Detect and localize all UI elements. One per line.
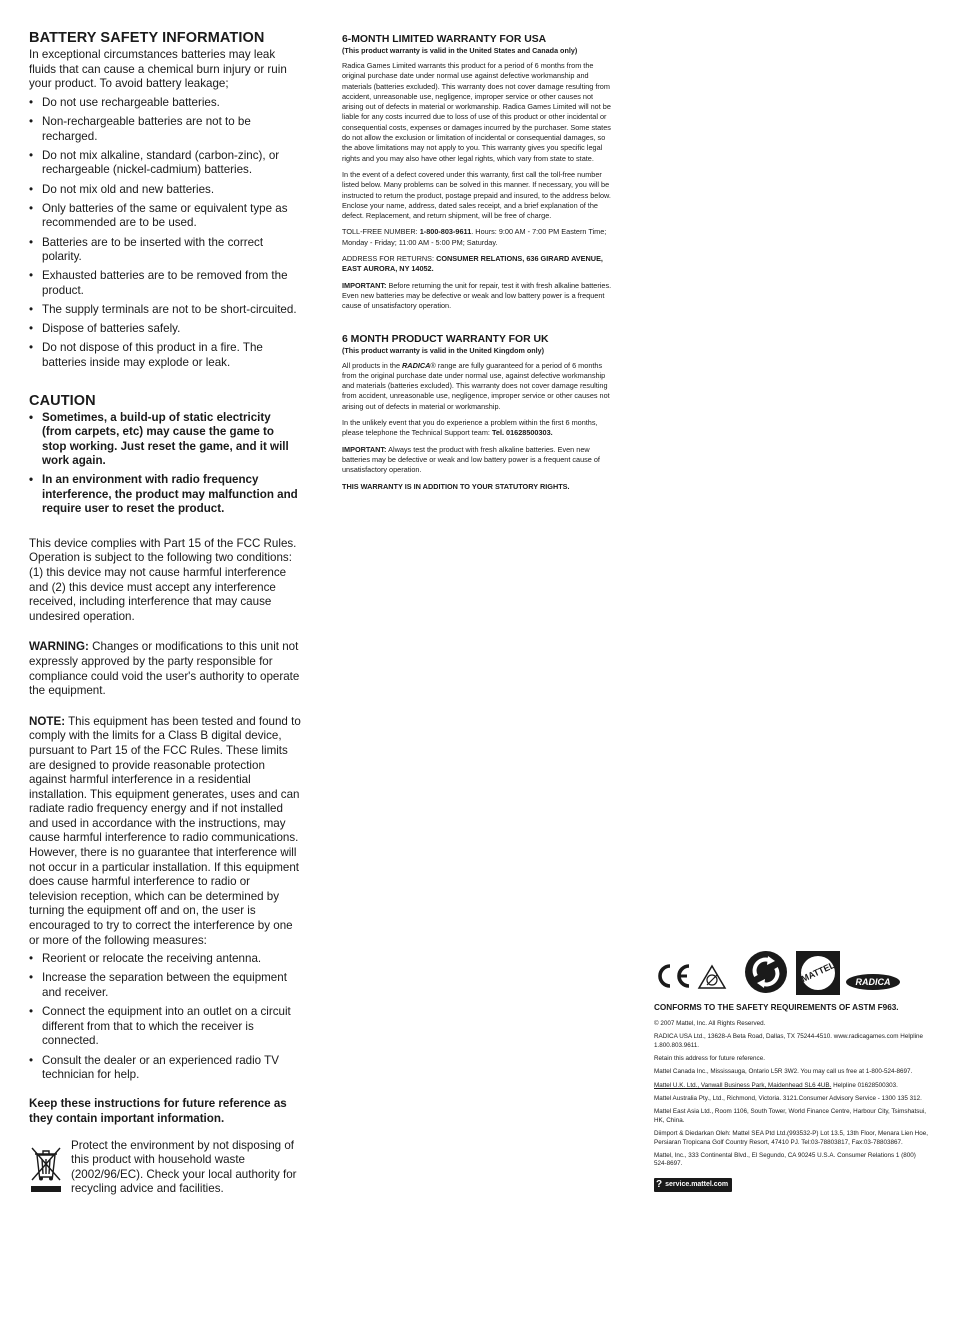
list-item: • Exhausted batteries are to be removed from the product. [29,269,301,298]
middle-column [342,34,614,498]
list-item: • Batteries are to be inserted with the correct polarity. [29,236,301,265]
canada-address: Mattel Canada Inc., Mississauga, Ontario L5R 3W2. You may call us free at 1-800-524-8697. [654,1068,913,1076]
ce-mark-icon [654,962,692,990]
list-item: • Sometimes, a build-up of static electricity (from carpets, etc) may cause the game to stop working. Just reset the game, and it will work again. [29,411,301,469]
battery-list [29,96,301,371]
uk-warranty-subtitle: (This product warranty is valid in the United Kingdom only) [342,345,545,355]
copyright: © 2007 Mattel, Inc. All Rights Reserved. [654,1020,766,1027]
toll-free: TOLL-FREE NUMBER: 1-800-803-9611. Hours: 9:00 AM - 7:00 PM Eastern Time; Monday - Friday; 11:00 AM - 5:00 PM; Saturday. [342,227,607,247]
service-link[interactable] [654,1178,732,1192]
fcc-note: NOTE: This equipment has been tested and found to comply with the limits for a Class B digital device, pursuant to Part 15 of the FCC Rules. These limits are designed to provide reasonable protection against harmful interference in a residential installation. This equipment generates, uses and can radiate radio frequency energy and if not installed and used in accordance with the instructions, may cause harmful interference to radio communications. However, there is no guarantee that interference will not occur in a particular installation. If this equipment does cause harmful interference to radio or television reception, which can be determined by turning the equipment off and on, the user is encouraged to try to correct the interference by one or more of the following measures: [29,714,301,947]
list-item: • Do not use rechargeable batteries. [29,96,301,111]
fcc-warning: WARNING: Changes or modifications to this unit not expressly approved by the party responsible for compliance could void the user's authority to operate the equipment. [29,640,300,698]
list-item: • Consult the dealer or an experienced radio TV technician for help. [29,1054,301,1083]
statutory-rights: THIS WARRANTY IS IN ADDITION TO YOUR STATUTORY RIGHTS. [342,481,570,491]
malaysia-address: Diimport & Diedarkan Oleh: Mattel SEA Ptd Ltd.(993532-P) Lot 13.5, 13th Floor, Menara Lien Hoe, Persiaran Tropicana Golf Country Resort, 47410 PJ. Tel:03-78803817, Fax:03-78803867. [654,1129,929,1146]
usa-defect-text: In the event of a defect covered under this warranty, first call the toll-free number listed below. Many problems can be solved in this manner. If necessary, you will be instructed to return the product, postage prepaid and insured, to the address below. Enclose your name, address, dated sales receipt, and a brief explanation of the defect. Replacement, and return shipment, will be free of charge. [342,169,611,221]
list-item: • Dispose of batteries safely. [29,322,301,337]
list-item: • Reorient or relocate the receiving antenna. [29,952,301,967]
uk-address: Mattel U.K. Ltd., Vanwall Business Park, Maidenhead SL6 4UB. Helpline 01628500303. [654,1081,898,1089]
astm-conformance: CONFORMS TO THE SAFETY REQUIREMENTS OF ASTM F963. [654,1003,899,1012]
east-asia-address: Mattel East Asia Ltd., Room 1106, South Tower, World Finance Centre, Harbour City, Tsimshatsui, HK, China. [654,1107,927,1124]
usa-warranty-subtitle: (This product warranty is valid in the United States and Canada only) [342,46,578,55]
measures-list [29,952,301,1083]
list-item: • The supply terminals are not to be short-circuited. [29,303,301,318]
environment-notice [29,1139,301,1197]
age-warning-icon [697,964,727,990]
caution-list [29,411,301,517]
list-item: • In an environment with radio frequency interference, the product may malfunction and require user to reset the product. [29,473,301,517]
list-item: • Do not mix old and new batteries. [29,183,301,198]
ce-text: CE [654,962,656,963]
crossed-bin-icon [29,1145,63,1193]
keep-instructions: Keep these instructions for future reference as they contain important information. [29,1097,287,1125]
uk-important: IMPORTANT: Always test the product with fresh alkaline batteries. Even new batteries may be defective or weak and low battery power is a frequent cause of unsatisfactory operation. [342,444,600,475]
green-dot-icon [744,950,788,994]
fcc-compliance: This device complies with Part 15 of the FCC Rules. Operation is subject to the following two conditions: (1) this device may not cause harmful interference and (2) this device must accept any interference received, including interference that may cause undesired operation. [29,536,297,623]
caution-title: CAUTION [29,392,96,409]
list-item: • Connect the equipment into an outlet on a circuit different from that to which the receiver is connected. [29,1005,301,1049]
radica-logo-icon: RADICA [846,974,900,990]
list-item: • Do not mix alkaline, standard (carbon-zinc), or rechargeable (nickel-cadmium) batteries. [29,149,301,178]
list-item: • Only batteries of the same or equivalent type as recommended are to be used. [29,202,301,231]
help-icon: ? [656,1178,663,1190]
left-column [29,30,301,1197]
logo-row [654,950,929,995]
uk-warranty-text: All products in the RADICA® range are fully guaranteed for a period of 6 months from the original purchase date under normal use, against defective workmanship and materials (batteries excluded). This warranty does not cover damage resulting from accident, unreasonable use, negligence, improper service or other causes not arising out of defects in material or workmanship. [342,360,610,411]
environment-text: Protect the environment by not disposing of this product with household waste (2002/96/EC). Check your local authority for recycling advice and facilities. [71,1138,297,1196]
list-item: • Increase the separation between the equipment and receiver. [29,971,301,1000]
usa-warranty-title: 6-MONTH LIMITED WARRANTY FOR USA [342,34,547,45]
usa-warranty-text: Radica Games Limited warrants this product for a period of 6 months from the original purchase date under normal use against defective workmanship and materials (batteries excluded). This warranty does not cover damage resulting from accident, unreasonable use, negligence, improper service or other causes not arising out of defects in material or workmanship. Radica Games Limited will not be liable for any costs incurred due to loss of use of this product or other incidental or consequential costs, expenses or damages incurred by the purchaser. Some states do not allow the exclusion or limitation of incidental or consequential damages, so the above limitations may not apply to you. This warranty gives you specific legal rights and you may also have other legal rights, which vary from state to state. [342,61,611,163]
return-address: ADDRESS FOR RETURNS: CONSUMER RELATIONS, 636 GIRARD AVENUE, EAST AURORA, NY 14052. [342,254,603,274]
australia-address: Mattel Australia Pty., Ltd., Richmond, Victoria. 3121.Consumer Advisory Service - 1300 135 312. [654,1094,922,1102]
right-column [654,950,929,1192]
mattel-inc-address: Mattel, Inc., 333 Continental Blvd., El Segundo, CA 90245 U.S.A. Consumer Relations 1 (800) 524-8697. [654,1151,916,1168]
mattel-logo-icon: MATTEL [796,951,840,995]
battery-title: BATTERY SAFETY INFORMATION [29,30,265,46]
uk-warranty-title: 6 MONTH PRODUCT WARRANTY FOR UK [342,333,549,345]
service-url: service.mattel.com [665,1181,729,1189]
radica-usa-address: RADICA USA Ltd., 13628-A Beta Road, Dallas, TX 75244-4510. www.radicagames.com Helpline 1.800.803.9611. [654,1033,924,1049]
uk-support-text: In the unlikely event that you do experience a problem within the first 6 months, please telephone the Technical Support team: Tel. 01628500303. [342,418,598,438]
battery-intro: In exceptional circumstances batteries may leak fluids that can cause a chemical burn injury or ruin your product. To avoid battery leakage; [29,48,287,91]
list-item: • Non-rechargeable batteries are not to be recharged. [29,115,301,144]
retain-note: Retain this address for future reference. [654,1055,765,1063]
list-item: • Do not dispose of this product in a fire. The batteries inside may explode or leak. [29,341,301,370]
usa-important: IMPORTANT: Before returning the unit for repair, test it with fresh alkaline batteries. Even new batteries may be defective or weak and low battery power is a frequent cause of unsatisfactory operation. [342,280,612,311]
